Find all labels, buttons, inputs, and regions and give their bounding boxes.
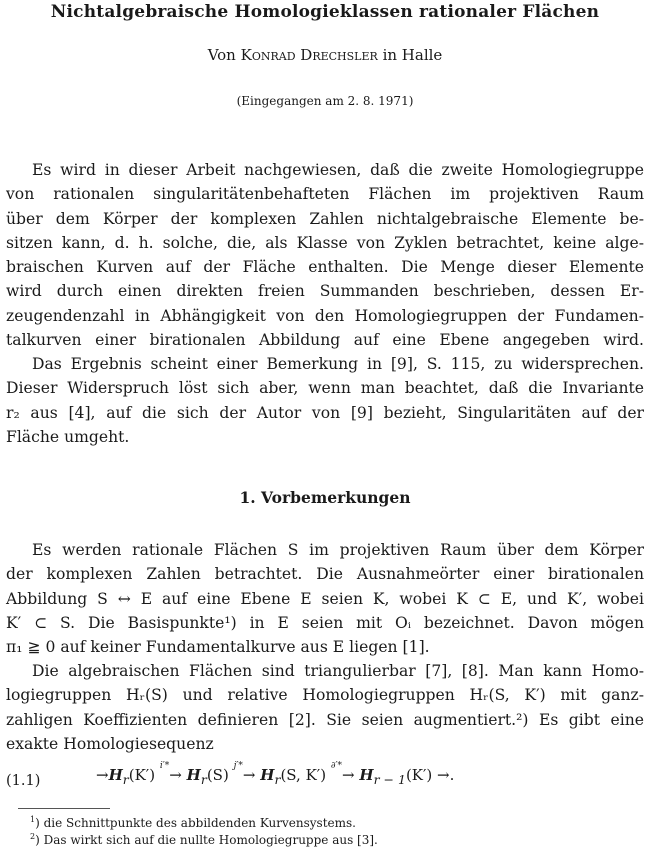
eq-map-label: j′* — [233, 761, 243, 771]
text-line: über dem Körper der komplexen Zahlen nichtalgebraische Elemente be- — [6, 209, 644, 228]
author-place: in Halle — [382, 46, 443, 64]
text-line: logiegruppen Hᵣ(S) und relative Homologiegruppen Hᵣ(S, K′) mit ganz- — [6, 686, 644, 705]
text-line: Fläche umgeht. — [6, 427, 130, 446]
eq-subscript: r − 1 — [373, 772, 406, 787]
abstract-paragraph-2 — [6, 352, 644, 449]
eq-symbol: H — [359, 766, 374, 784]
footnote-text: ) Das wirkt sich auf die nullte Homologiegruppe aus [3]. — [35, 833, 378, 847]
text-line: der komplexen Zahlen betrachtet. Die Ausnahmeörter einer birationalen — [6, 565, 644, 584]
homology-sequence-equation — [96, 761, 455, 787]
text-line: Es wird in dieser Arbeit nachgewiesen, daß die zweite Homologiegruppe — [32, 161, 644, 179]
text-line: exakte Homologiesequenz — [6, 734, 214, 753]
eq-symbol: H — [186, 766, 201, 784]
eq-subscript: r — [122, 772, 129, 787]
eq-argument: (S) — [206, 766, 229, 784]
received-date: (Eingegangen am 2. 8. 1971) — [236, 94, 414, 108]
footnote-1 — [30, 815, 356, 830]
text-line: zahligen Koeffizienten definieren [2]. Sie seien augmentiert.²) Es gibt eine — [6, 710, 644, 729]
text-line: Dieser Widerspruch löst sich aber, wenn man beachtet, daß die Invariante — [6, 379, 644, 398]
text-line: Es werden rationale Flächen S im projektiven Raum über dem Körper — [32, 541, 644, 559]
eq-symbol: H — [260, 766, 275, 784]
author-name: Konrad Drechsler — [240, 46, 378, 64]
eq-arrow: → — [242, 766, 256, 784]
section-paragraph-2 — [6, 659, 644, 756]
text-line: wird durch einen direkten freien Summanden beschrieben, dessen Er- — [6, 282, 644, 301]
text-line: K′ ⊂ S. Die Basispunkte¹) in E seien mit Oᵢ bezeichnet. Davon mögen — [6, 613, 644, 632]
footnote-2 — [30, 832, 378, 847]
eq-symbol: H — [108, 766, 123, 784]
text-line: π₁ ≧ 0 auf keiner Fundamentalkurve aus E liegen [1]. — [6, 638, 430, 657]
section-paragraph-1 — [6, 538, 644, 659]
eq-arrow: → — [342, 766, 355, 784]
text-line: Die algebraischen Flächen sind triangulierbar [7], [8]. Man kann Homo- — [32, 662, 644, 680]
text-line: Das Ergebnis scheint einer Bemerkung in [9], S. 115, zu widersprechen. — [32, 355, 644, 373]
text-line: Abbildung S ↔ E auf eine Ebene E seien K, wobei K ⊂ E, und K′, wobei — [6, 589, 644, 608]
text-line: zeugendenzahl in Abhängigkeit von den Homologiegruppen der Fundamen- — [6, 306, 644, 325]
text-line: sitzen kann, d. h. solche, die, als Klasse von Zyklen betrachtet, keine alge- — [6, 233, 644, 252]
footnote-rule — [18, 808, 110, 809]
section-heading: 1. Vorbemerkungen — [239, 488, 411, 507]
author-prefix: Von — [207, 46, 236, 64]
eq-subscript: r — [274, 772, 281, 787]
eq-argument: (K′) — [128, 766, 156, 784]
eq-map-label: i′* — [159, 761, 170, 771]
text-line: r₂ aus [4], auf die sich der Autor von [9] bezieht, Singularitäten auf der — [6, 403, 644, 422]
equation-number: (1.1) — [6, 773, 41, 789]
text-line: braischen Kurven auf der Fläche enthalten. Die Menge dieser Elemente — [6, 258, 644, 277]
footnote-mark: 2 — [30, 832, 36, 841]
text-line: von rationalen singularitätenbehafteten Flächen im projektiven Raum — [6, 185, 644, 204]
eq-arrow: → — [169, 766, 182, 784]
author-line — [0, 46, 650, 64]
abstract-paragraph-1 — [6, 158, 644, 352]
eq-map-label: ∂′* — [330, 761, 343, 771]
eq-argument: (S, K′) — [280, 766, 327, 784]
eq-subscript: r — [200, 772, 207, 787]
eq-arrow: → — [96, 766, 109, 784]
footnote-mark: 1 — [30, 815, 36, 824]
footnote-text: ) die Schnittpunkte des abbildenden Kurvensystems. — [35, 816, 356, 830]
paper-title: Nichtalgebraische Homologieklassen rationaler Flächen — [50, 2, 600, 22]
eq-argument: (K′) →. — [405, 766, 455, 784]
text-line: talkurven einer birationalen Abbildung auf eine Ebene angegeben wird. — [6, 331, 644, 350]
